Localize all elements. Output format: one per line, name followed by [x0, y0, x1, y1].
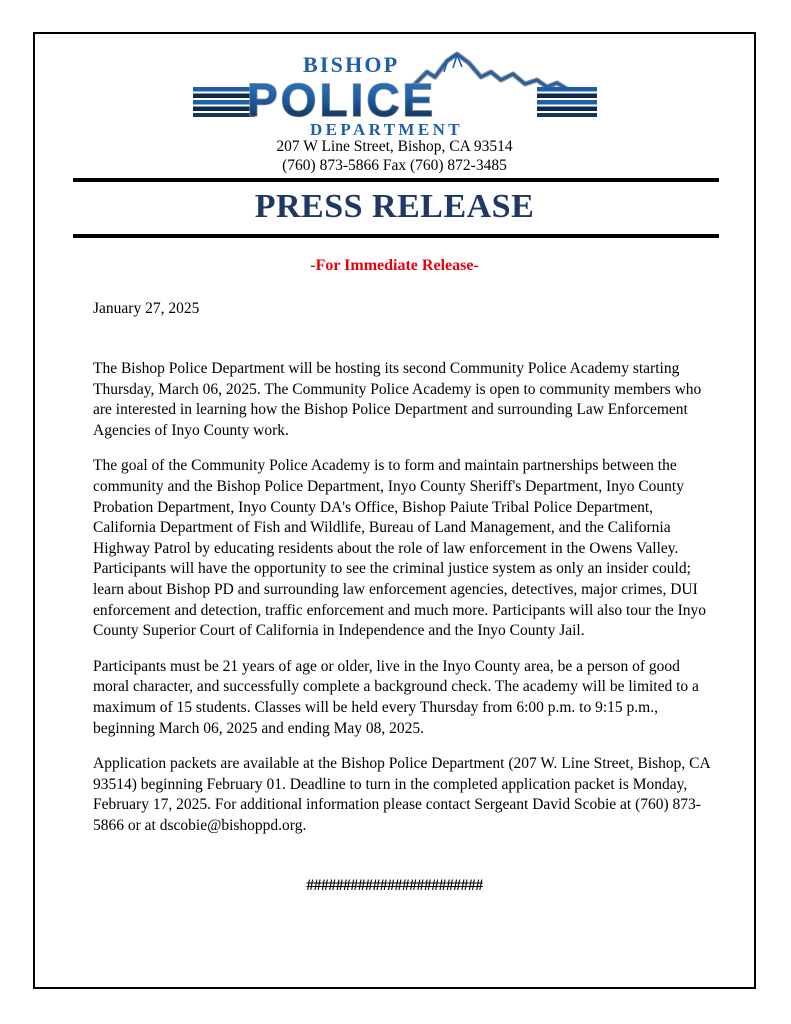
agency-logo	[35, 46, 754, 138]
release-date: January 27, 2025	[93, 300, 200, 317]
logo-text-bishop: BISHOP	[302, 52, 399, 77]
body-paragraph: The goal of the Community Police Academy is to form and maintain partnerships between the community and the Bishop Police Department, Inyo County Sheriff's Department, Inyo County Probation Department, Inyo County DA's Office, Bishop Paiute Tribal Police Department, California Department of Fish and Wildlife, Bureau of Land Management, and the California Highway Patrol by educating residents about the role of law enforcement in the Owens Valley. Participants will have the opportunity to see the criminal justice system as only an insider could; learn about Bishop PD and surrounding law enforcement agencies, detectives, major crimes, DUI enforcement and detection, traffic enforcement and much more. Participants will also tour the Inyo County Superior Court of California in Independence and the Inyo County Jail.	[93, 457, 707, 640]
divider-rule-top	[73, 178, 719, 182]
logo-text-department: DEPARTMENT	[309, 120, 463, 138]
body-paragraph: Application packets are available at the Bishop Police Department (207 W. Line Street, Bishop, CA 93514) beginning February 01. Deadline to turn in the completed application packet is Monday, February 17, 2025. For additional information please contact Sergeant David Scobie at (760) 873-5866 or at dscobie@bishoppd.org.	[93, 755, 710, 834]
logo-speed-bars-right	[537, 87, 597, 117]
page-title: PRESS RELEASE	[254, 188, 535, 225]
logo-speed-bars-left	[193, 87, 255, 117]
immediate-release-notice: -For Immediate Release-	[310, 257, 479, 274]
page-border-frame	[33, 32, 756, 989]
body-paragraph: Participants must be 21 years of age or older, live in the Inyo County area, be a person of good moral character, and successfully complete a background check. The academy will be limited to a maximum of 15 students. Classes will be held every Thursday from 6:00 p.m. to 9:15 p.m., beginning March 06, 2025 and ending May 08, 2025.	[93, 657, 699, 737]
address-street: 207 W Line Street, Bishop, CA 93514	[276, 138, 513, 155]
address-phone-fax: (760) 873-5866 Fax (760) 872-3485	[282, 157, 507, 174]
letterhead-address	[35, 137, 754, 175]
press-release-body	[93, 359, 713, 836]
end-of-release-marker: ########################	[306, 877, 483, 894]
logo-text-police: POLICE	[246, 74, 436, 126]
body-paragraph: The Bishop Police Department will be hosting its second Community Police Academy starting Thursday, March 06, 2025. The Community Police Academy is open to community members who are interested in learning how the Bishop Police Department and surrounding Law Enforcement Agencies of Inyo County work.	[93, 360, 702, 439]
divider-rule-bottom	[73, 234, 719, 238]
bishop-police-department-logo-icon	[185, 46, 605, 138]
